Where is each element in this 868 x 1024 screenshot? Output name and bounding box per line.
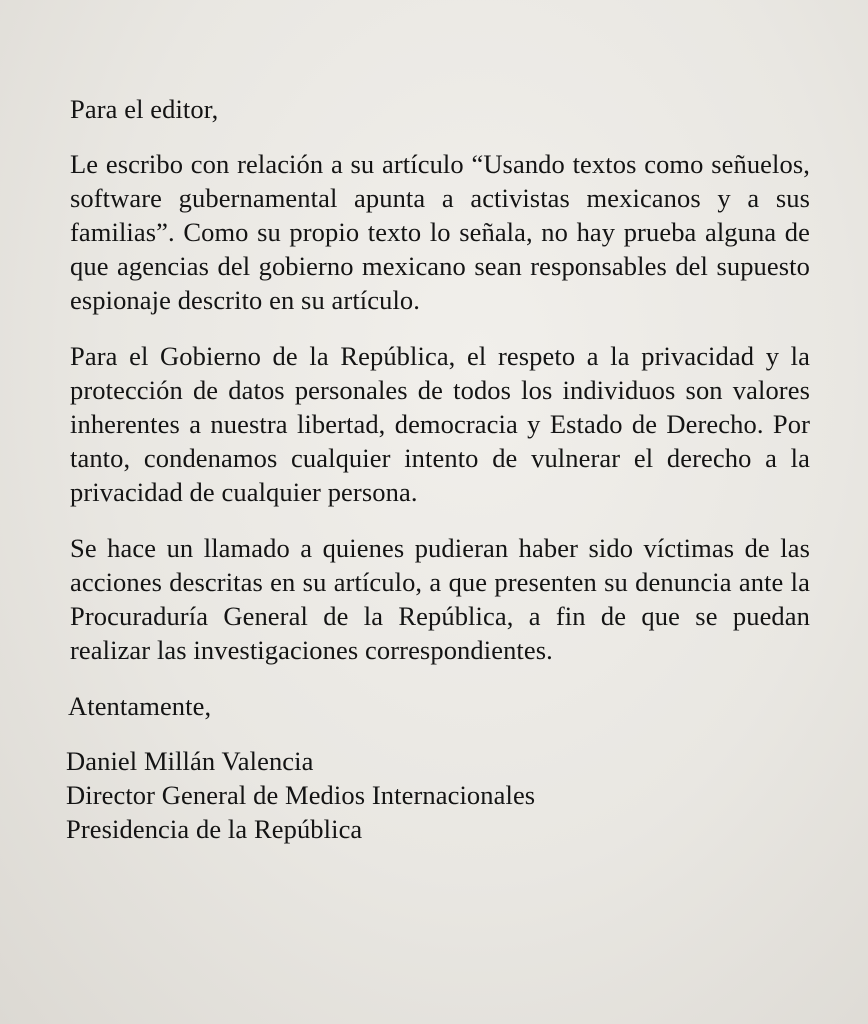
- paragraph-privacy-statement: Para el Gobierno de la República, el respeto a la privacidad y la protección de datos personales de todos los individuos son valores inherentes a nuestra libertad, democracia y Estado de Derecho. Por tanto, condenamos cualquier intento de vulnerar el derecho a la privacidad de cualquier persona.: [70, 341, 810, 507]
- signature-block: [66, 744, 810, 846]
- salutation: Para el editor,: [70, 94, 219, 124]
- letter-body: [66, 92, 810, 846]
- paragraph-call-to-report: Se hace un llamado a quienes pudieran haber sido víctimas de las acciones descritas en su artículo, a que presenten su denuncia ante la Procuraduría General de la República, a fin de que se puedan realizar las investigaciones correspondientes.: [70, 533, 810, 665]
- paragraph-article-reference: Le escribo con relación a su artículo “Usando textos como señuelos, software gubernamental apunta a activistas mexicanos y a sus familias”. Como su propio texto lo señala, no hay prueba alguna de que agencias del gobierno mexicano sean responsables del supuesto espionaje descrito en su artículo.: [70, 149, 810, 315]
- signatory-name: Daniel Millán Valencia: [66, 746, 314, 776]
- signatory-title: Director General de Medios Internacionales: [66, 780, 536, 810]
- closing: Atentamente,: [68, 691, 212, 721]
- signatory-office: Presidencia de la República: [66, 814, 363, 844]
